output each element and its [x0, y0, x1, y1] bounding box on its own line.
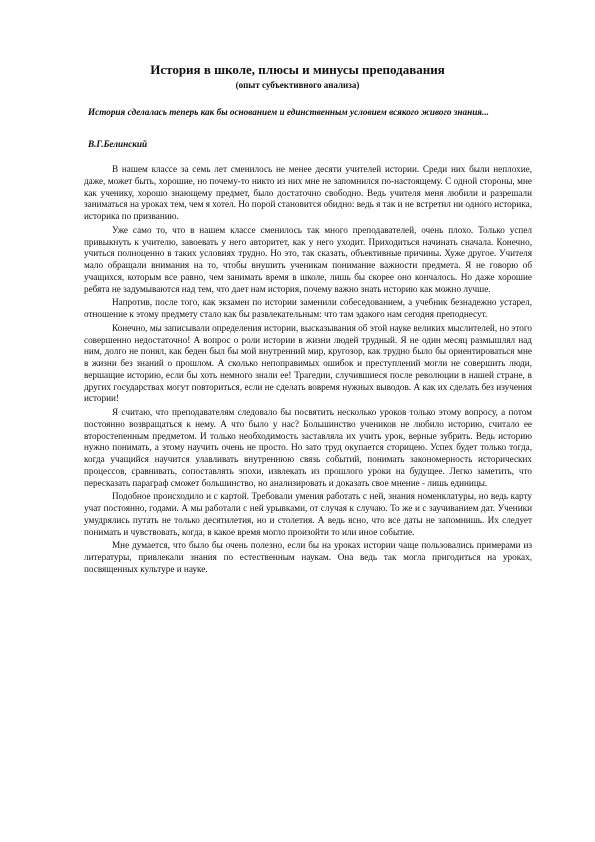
epigraph-quote: История сделалась теперь как бы основанием и единственным условием всякого живого знания... — [88, 107, 489, 117]
document-body — [84, 164, 532, 578]
paragraph: Уже само то, что в нашем классе сменилось так много преподавателей, очень плохо. Только успел привыкнуть к учителю, завоевать у него авторитет, как у него уходит. Приходиться начинать сначала. Конечно, учиться полноценно в таких условиях трудно. Но это, так сказать, объективные причины. Хуже другое. Учителя мало обращали внимания на то, чтобы внушить ученикам понимание важности предмета. Я не говорю об учащихся, которым все равно, чем занимать время в школе, лишь бы скорее оно кончалось. Но даже хорошие ребята не задумываются над тем, что дает нам история, почему важно знать историю как можно лучше. — [84, 224, 532, 294]
document-subtitle: (опыт субъективного анализа) — [235, 80, 360, 90]
paragraph: Мне думается, что было бы очень полезно, если бы на уроках истории чаще пользовались примерами из литературы, привлекали знания по естественным наукам. Она ведь так могла пригодиться на уроках, посвященных культуре и науке. — [84, 540, 532, 574]
paragraph: Напротив, после того, как экзамен по истории заменили собеседованием, а учебник безнадежно устарел, отношение к этому предмету стало как бы развлекательным: что там эдакого нам сегодня преподнесут. — [84, 297, 532, 319]
document-title: История в школе, плюсы и минусы преподавания — [150, 62, 445, 77]
paragraph: В нашем классе за семь лет сменилось не менее десяти учителей истории. Среди них были неплохие, даже, может быть, хорошие, но почему-то никто из них мне не запомнился по-настоящему. С одной стороны, мне как ученику, хорошо знающему предмет, было достаточно свободно. Ведь учителя меня любили и разрешали заниматься на уроках тем, чем я хотел. Но порой становится обидно: ведь я так и не встретил ни одного историка, историка по призванию. — [84, 164, 532, 221]
paragraph: Я считаю, что преподавателям следовало бы посвятить несколько уроков только этому вопросу, а потом постоянно возвращаться к нему. А что было у нас? Большинство учеников не любило историю, считало ее второстепенным предметом. И только необходимость заставляла их учить урок, верные зубрить. Ведь историю нужно понимать, а этому научить очень не просто. Но зато труд окупается сторицею. Успех будет только тогда, когда учащийся научится улавливать внутреннюю связь событий, понимать закономерность исторических процессов, сравнивать, сопоставлять эпохи, извлекать из прошлого уроки на будущее. Легко заметить, что пересказать параграф сможет большинство, но анализировать и доказать свое мнение - лишь единицы. — [84, 407, 532, 488]
epigraph-author: В.Г.Белинский — [88, 139, 148, 149]
paragraph: Подобное происходило и с картой. Требовали умения работать с ней, знания номенклатуры, но ведь карту учат постоянно, годами. А мы работали с ней урывками, от случая к случаю. То же и с заучиванием дат. Ученики умудрялись путать не только десятилетия, но и столетия. А ведь ясно, что все даты не запомнишь. Их следует понимать и чувствовать, когда, в какое время могло произойти то или иное событие. — [84, 491, 532, 537]
paragraph: Конечно, мы записывали определения истории, высказывания об этой науке великих мыслителей, но этого совершенно недостаточно! А вопрос о роли истории в жизни людей трудный. Я не один месяц размышлял над ним, долго не понял, как беден был бы мой внутренний мир, кругозор, как трудно было бы ориентироваться мне в жизни без знаний о прошлом. А сколько непоправимых ошибок и преступлений могли не совершить люди, вершащие историю, если бы хоть немного знали ее! Трагедии, случившиеся после революции в нашей стране, в других государствах могут повториться, если не сделать вовремя нужных выводов. А как их сделать без изучения истории! — [84, 322, 532, 404]
